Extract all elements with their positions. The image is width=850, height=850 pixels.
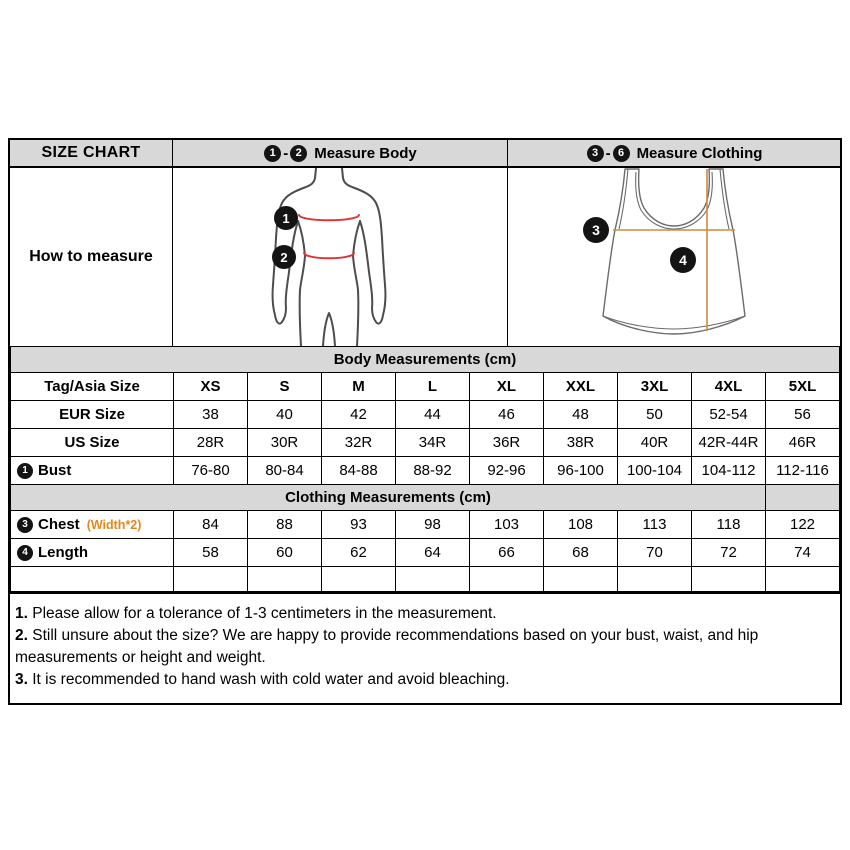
measure-clothing-label: Measure Clothing	[636, 144, 763, 162]
value-cell: 46	[470, 401, 544, 429]
size-cell: 3XL	[618, 373, 692, 401]
note-line	[15, 603, 834, 625]
table-row-us-size	[11, 429, 840, 457]
empty-cell	[174, 567, 248, 592]
note-text: Still unsure about the size? We are happy to provide recommendations based on your bust, waist, and hip measurements or height and weight.	[15, 627, 759, 666]
clothing-measure-illustration	[508, 168, 840, 346]
value-cell: 93	[322, 511, 396, 539]
value-cell: 40R	[618, 429, 692, 457]
measure-body-label: Measure Body	[314, 144, 417, 162]
value-cell: 108	[544, 511, 618, 539]
size-cell: 5XL	[766, 373, 840, 401]
marker-4-icon	[670, 247, 696, 273]
table-row-bust	[11, 457, 840, 485]
value-cell: 66	[470, 539, 544, 567]
value-cell: 88	[248, 511, 322, 539]
empty-cell	[396, 567, 470, 592]
dash: -	[605, 144, 611, 162]
empty-cell	[470, 567, 544, 592]
measure-body-header	[173, 140, 508, 166]
body-measurements-section-title: Body Measurements (cm)	[11, 347, 840, 373]
table-row-tag-size	[11, 373, 840, 401]
marker-2-icon	[272, 245, 296, 269]
size-chart	[8, 138, 842, 705]
svg-text:1: 1	[282, 211, 290, 226]
value-cell: 122	[766, 511, 840, 539]
value-cell: 103	[470, 511, 544, 539]
row-label-bust: 1 Bust	[11, 457, 174, 485]
empty-section-cell	[766, 485, 840, 511]
value-cell: 44	[396, 401, 470, 429]
marker-1-icon	[274, 206, 298, 230]
circled-6-icon: 6	[613, 145, 630, 162]
value-cell: 28R	[174, 429, 248, 457]
svg-text:4: 4	[679, 252, 687, 268]
svg-text:2: 2	[280, 250, 288, 265]
width-x2-note: (Width*2)	[86, 517, 142, 532]
value-cell: 68	[544, 539, 618, 567]
circled-1-icon: 1	[17, 463, 33, 479]
tank-top-image	[508, 168, 841, 346]
value-cell: 40	[248, 401, 322, 429]
value-cell: 34R	[396, 429, 470, 457]
value-cell: 38R	[544, 429, 618, 457]
value-cell: 118	[692, 511, 766, 539]
value-cell: 88-92	[396, 457, 470, 485]
value-cell: 48	[544, 401, 618, 429]
body-outline-image	[173, 168, 508, 346]
notes-section	[10, 592, 840, 703]
value-cell: 74	[766, 539, 840, 567]
how-to-measure-row	[10, 168, 840, 346]
circled-2-icon: 2	[290, 145, 307, 162]
empty-cell	[11, 567, 174, 592]
value-cell: 76-80	[174, 457, 248, 485]
value-cell: 100-104	[618, 457, 692, 485]
empty-cell	[766, 567, 840, 592]
value-cell: 38	[174, 401, 248, 429]
value-cell: 80-84	[248, 457, 322, 485]
size-cell: S	[248, 373, 322, 401]
circled-3-icon: 3	[17, 517, 33, 533]
row-label-eur-size: EUR Size	[11, 401, 174, 429]
value-cell: 46R	[766, 429, 840, 457]
bust-line	[299, 215, 359, 220]
circled-4-icon: 4	[17, 545, 33, 561]
row-label-us-size: US Size	[11, 429, 174, 457]
value-cell: 36R	[470, 429, 544, 457]
value-cell: 64	[396, 539, 470, 567]
value-cell: 112-116	[766, 457, 840, 485]
value-cell: 72	[692, 539, 766, 567]
value-cell: 92-96	[470, 457, 544, 485]
empty-cell	[322, 567, 396, 592]
how-to-measure-label: How to measure	[10, 168, 173, 346]
value-cell: 70	[618, 539, 692, 567]
value-cell: 42R-44R	[692, 429, 766, 457]
size-cell: M	[322, 373, 396, 401]
value-cell: 84	[174, 511, 248, 539]
size-chart-title: SIZE CHART	[10, 140, 173, 166]
empty-cell	[248, 567, 322, 592]
value-cell: 42	[322, 401, 396, 429]
value-cell: 50	[618, 401, 692, 429]
table-row-length	[11, 539, 840, 567]
size-cell: XS	[174, 373, 248, 401]
value-cell: 52-54	[692, 401, 766, 429]
circled-3-icon: 3	[587, 145, 604, 162]
note-line	[15, 669, 834, 691]
value-cell: 32R	[322, 429, 396, 457]
note-line	[15, 625, 834, 669]
clothing-measurements-section-title: Clothing Measurements (cm)	[11, 485, 766, 511]
value-cell: 96-100	[544, 457, 618, 485]
marker-3-icon	[583, 217, 609, 243]
value-cell: 30R	[248, 429, 322, 457]
measurements-table	[10, 346, 840, 592]
value-cell: 98	[396, 511, 470, 539]
row-label-length: 4 Length	[11, 539, 174, 567]
table-row-empty	[11, 567, 840, 592]
svg-text:3: 3	[592, 222, 600, 238]
empty-cell	[618, 567, 692, 592]
empty-cell	[544, 567, 618, 592]
chart-header-row	[10, 140, 840, 168]
dash: -	[283, 144, 289, 162]
table-row-chest	[11, 511, 840, 539]
value-cell: 58	[174, 539, 248, 567]
value-cell: 113	[618, 511, 692, 539]
value-cell: 62	[322, 539, 396, 567]
value-cell: 104-112	[692, 457, 766, 485]
row-label-chest: 3 Chest (Width*2)	[11, 511, 174, 539]
size-cell: L	[396, 373, 470, 401]
body-measure-illustration	[173, 168, 508, 346]
size-cell: 4XL	[692, 373, 766, 401]
note-number: 3.	[15, 671, 28, 688]
waist-line	[304, 253, 354, 258]
size-cell: XXL	[544, 373, 618, 401]
empty-cell	[692, 567, 766, 592]
note-text: It is recommended to hand wash with cold water and avoid bleaching.	[27, 671, 510, 688]
row-label-tag-asia-size: Tag/Asia Size	[11, 373, 174, 401]
value-cell: 84-88	[322, 457, 396, 485]
note-number: 1.	[15, 605, 28, 622]
note-text: Please allow for a tolerance of 1-3 centimeters in the measurement.	[27, 605, 497, 622]
size-cell: XL	[470, 373, 544, 401]
note-number: 2.	[15, 627, 28, 644]
circled-1-icon: 1	[264, 145, 281, 162]
table-row-eur-size	[11, 401, 840, 429]
value-cell: 56	[766, 401, 840, 429]
value-cell: 60	[248, 539, 322, 567]
measure-clothing-header	[508, 140, 840, 166]
